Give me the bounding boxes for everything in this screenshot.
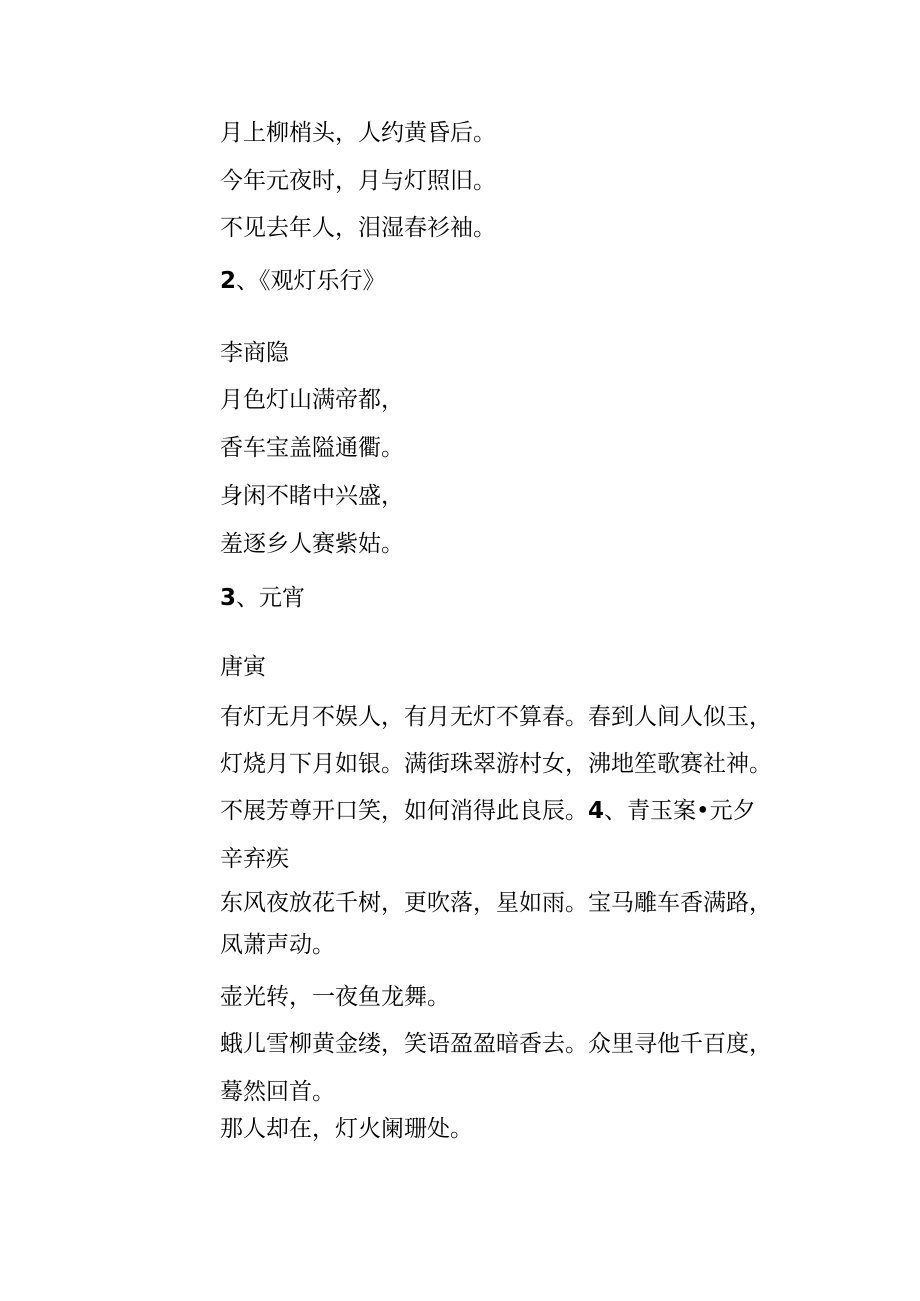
poem4-line-3: 壶光转，一夜鱼龙舞。 bbox=[220, 984, 450, 1010]
poem2-heading bbox=[220, 266, 386, 296]
poem3-author: 唐寅 bbox=[220, 654, 266, 680]
poem4-line-2: 凤萧声动。 bbox=[220, 932, 335, 958]
poem3-line-1: 有灯无月不娱人，有月无灯不算春。春到人间人似玉， bbox=[220, 704, 772, 730]
poem3-line-3 bbox=[220, 796, 756, 826]
poem4-number: 4 bbox=[588, 798, 605, 824]
poem4-line-4: 蛾儿雪柳黄金缕，笑语盈盈暗香去。众里寻他千百度， bbox=[220, 1031, 772, 1057]
poem2-line-2: 香车宝盖隘通衢。 bbox=[220, 435, 404, 461]
poem2-author: 李商隐 bbox=[220, 340, 289, 366]
poem3-number: 3 bbox=[220, 585, 237, 611]
poem3-line-2: 灯烧月下月如银。满街珠翠游村女，沸地笙歌赛社神。 bbox=[220, 751, 772, 777]
poem1-line-1: 月上柳梢头，人约黄昏后。 bbox=[220, 120, 496, 146]
poem3-heading bbox=[220, 583, 305, 613]
poem4-line-6: 那人却在，灯火阑珊处。 bbox=[220, 1116, 473, 1142]
poem3-line-3-text: 不展芳尊开口笑，如何消得此良辰。 bbox=[220, 798, 588, 824]
poem2-number: 2 bbox=[220, 268, 237, 294]
poem4-line-1: 东风夜放花千树，更吹落，星如雨。宝马雕车香满路， bbox=[220, 890, 772, 916]
poem2-line-1: 月色灯山满帝都， bbox=[220, 387, 404, 413]
poem4-line-5: 蓦然回首。 bbox=[220, 1079, 335, 1105]
poem1-line-2: 今年元夜时，月与灯照旧。 bbox=[220, 168, 496, 194]
poem2-line-3: 身闲不睹中兴盛， bbox=[220, 483, 404, 509]
poem4-author: 辛弃疾 bbox=[220, 846, 289, 872]
poem2-title: 、《观灯乐行》 bbox=[236, 268, 386, 294]
poem3-title: 、元宵 bbox=[236, 585, 306, 611]
poem2-line-4: 羞逐乡人赛紫姑。 bbox=[220, 531, 404, 557]
poem4-title: 、青玉案•元夕 bbox=[604, 798, 756, 824]
poem1-line-3: 不见去年人，泪湿春衫袖。 bbox=[220, 215, 496, 241]
